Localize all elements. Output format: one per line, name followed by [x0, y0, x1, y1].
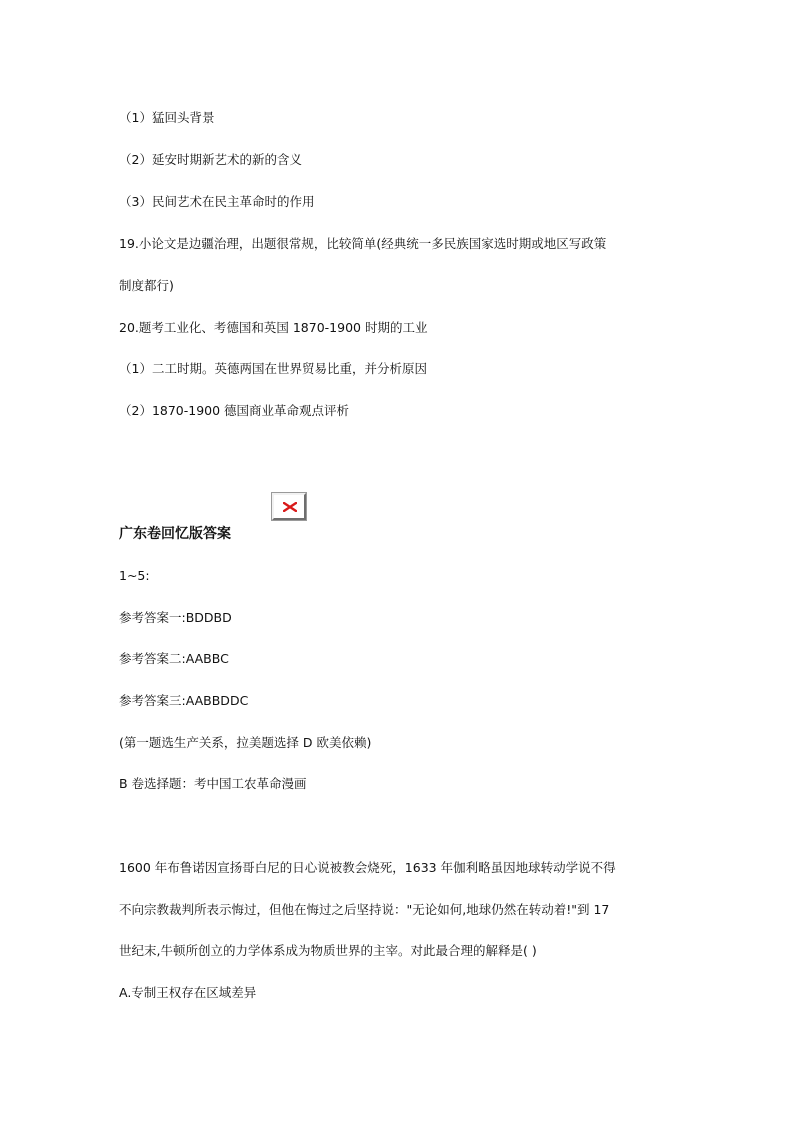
question-19-text: 19.小论文是边疆治理，出题很常规，比较简单(经典统一多民族国家选时期或地区写政策 [119, 236, 607, 251]
question-20-sub-2: （2）1870-1900 德国商业革命观点评析 [119, 403, 350, 418]
sub-question-1-background: （1）猛回头背景 [119, 110, 215, 125]
answer-note: (第一题选生产关系，拉美题选择 D 欧美依赖) [119, 735, 372, 750]
reference-answer-1: 参考答案一:BDDBD [119, 610, 232, 625]
question-19-text-continued: 制度都行) [119, 278, 174, 293]
answer-heading: 广东卷回忆版答案 [119, 526, 231, 542]
sub-question-2-new-art: （2）延安时期新艺术的新的含义 [119, 152, 302, 167]
question-20-text: 20.题考工业化、考德国和英国 1870-1900 时期的工业 [119, 320, 428, 335]
question-text-line-1: 1600 年布鲁诺因宣扬哥白尼的日心说被教会烧死，1633 年伽利略虽因地球转动学说不得 [119, 860, 616, 875]
b-paper-choice-note: B 卷选择题：考中国工农革命漫画 [119, 776, 307, 791]
broken-image-icon [272, 493, 306, 520]
answer-range: 1~5: [119, 568, 150, 583]
broken-image-x-icon [283, 502, 297, 512]
question-text-line-3: 世纪末,牛顿所创立的力学体系成为物质世界的主宰。对此最合理的解释是( ) [119, 943, 537, 958]
question-20-sub-1: （1）二工时期。英德两国在世界贸易比重，并分析原因 [119, 361, 427, 376]
option-a: A.专制王权存在区域差异 [119, 985, 257, 1000]
reference-answer-3: 参考答案三:AABBDDC [119, 693, 249, 708]
question-text-line-2: 不向宗教裁判所表示悔过，但他在悔过之后坚持说："无论如何,地球仍然在转动着!"到 17 [119, 902, 610, 917]
reference-answer-2: 参考答案二:AABBC [119, 651, 229, 666]
sub-question-3-folk-art: （3）民间艺术在民主革命时的作用 [119, 194, 315, 209]
